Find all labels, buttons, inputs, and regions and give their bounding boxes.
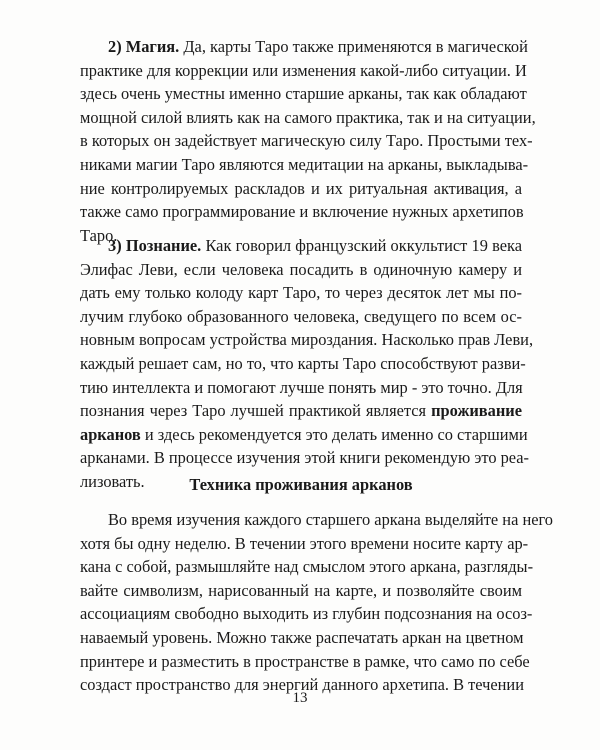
text-line: вайте символизм, нарисованный на карте, и позволяйте своим [80, 580, 522, 600]
text-line: хотя бы одну неделю. В течении этого времени носите карту ар- [80, 533, 529, 553]
text-line: познания через Таро лучшей практикой является проживание [80, 401, 522, 421]
paragraph-technique [80, 508, 554, 697]
text-line: наваемый уровень. Можно также распечатать аркан на цветном [80, 627, 524, 647]
text-line: ние контролируемых раскладов и их ритуальная активация, а [80, 178, 522, 198]
paragraph-lead: 2) Магия. [108, 37, 180, 56]
text-line: здесь очень уместны именно старшие арканы, так как обладают [80, 84, 527, 104]
text-line: 2) Магия. Да, карты Таро также применяются в магической [108, 37, 528, 56]
text-line: тию интеллекта и помогают лучше понять мир - это точно. Для [80, 377, 523, 397]
text-line: Таро. [80, 225, 118, 245]
text-line: лизовать. [80, 471, 145, 491]
text-line: дать ему только колоду карт Таро, то через десяток лет мы по- [80, 283, 522, 303]
text-line: новным вопросам устройства мироздания. Насколько прав Леви, [80, 330, 534, 350]
text-line: Во время изучения каждого старшего аркана выделяйте на него [108, 510, 554, 529]
text-line: 3) Познание. Как говорил французский оккультист 19 века [108, 236, 522, 255]
page-number: 13 [292, 690, 308, 706]
text-line: Элифас Леви, если человека посадить в одиночную камеру и [80, 259, 522, 279]
paragraph-knowledge [80, 234, 534, 494]
emphasis-term: проживание [431, 401, 522, 421]
text-line: никами магии Таро являются медитации на арканы, выкладыва- [80, 154, 529, 174]
text-line: также само программирование и включение нужных архетипов [80, 202, 524, 222]
section-heading: Техника проживания арканов [189, 475, 413, 494]
text-line: практике для коррекции или изменения какой-либо ситуации. И [80, 60, 527, 80]
text-line: лучим глубоко образованного человека, сведущего по всем ос- [80, 306, 522, 326]
paragraph-magic [80, 35, 536, 247]
text-line: арканов и здесь рекомендуется это делать именно со старшими [80, 424, 528, 444]
text-line: арканами. В процессе изучения этой книги рекомендую это реа- [80, 448, 530, 468]
text-line: ассоциациям свободно выходить из глубин подсознания на осоз- [80, 604, 533, 624]
text-line: принтере и разместить в пространстве в рамке, что само по себе [80, 651, 530, 671]
text-line: кана с собой, размышляйте над смыслом этого аркана, разгляды- [80, 557, 534, 577]
text-line: создаст пространство для энергий данного архетипа. В течении [80, 675, 524, 695]
emphasis-term: арканов [80, 424, 141, 444]
text-line: в которых он задействует магическую силу Таро. Простыми тех- [80, 131, 533, 151]
paragraph-lead: 3) Познание. [108, 236, 202, 255]
text-line: каждый решает сам, но то, что карты Таро способствуют разви- [80, 353, 526, 373]
text-line: мощной силой влиять как на самого практика, так и на ситуации, [80, 107, 536, 127]
